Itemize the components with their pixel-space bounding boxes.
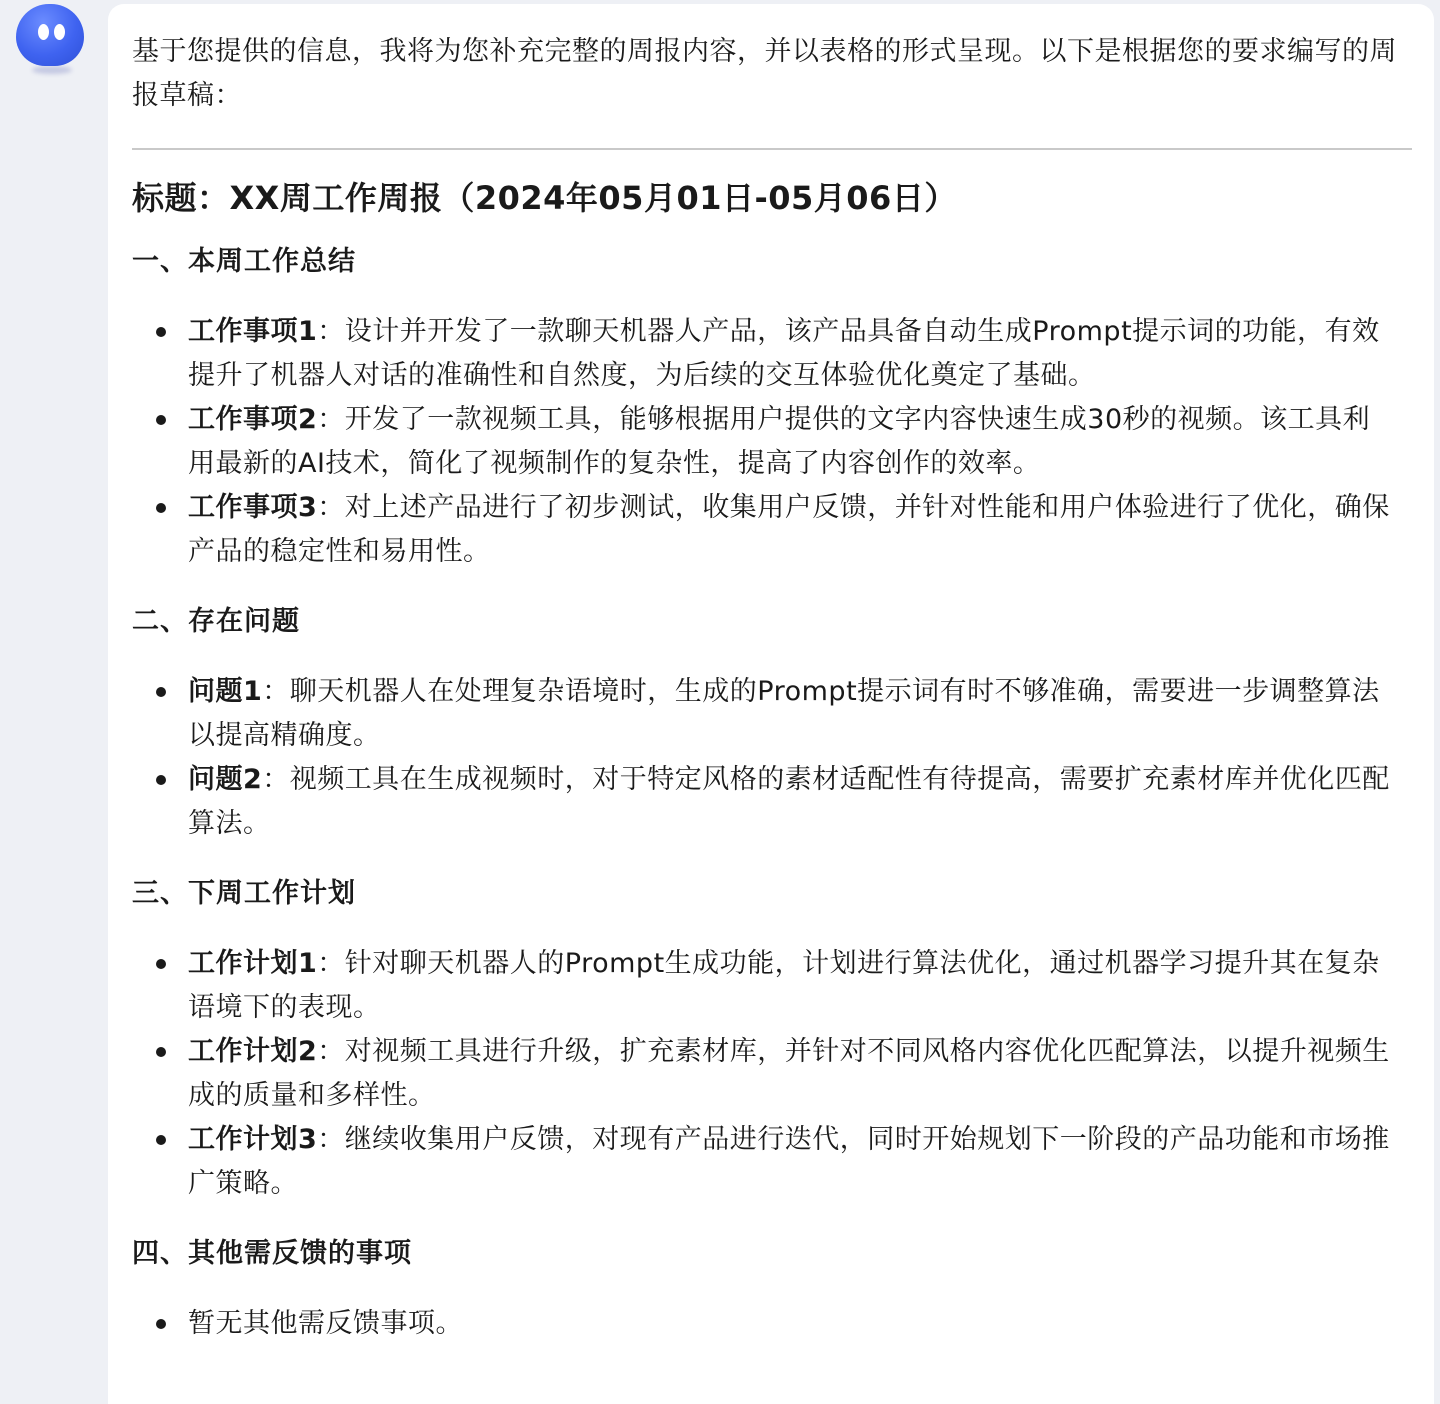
message-content	[132, 4, 1412, 1346]
item-text: 视频工具在生成视频时，对于特定风格的素材适配性有待提高，需要扩充素材库并优化匹配算法。	[188, 764, 1390, 839]
item-label: 工作计划1	[188, 948, 318, 979]
item-label: 问题1	[188, 676, 263, 707]
bullet-icon	[156, 775, 166, 785]
item-text: 针对聊天机器人的Prompt生成功能，计划进行算法优化，通过机器学习提升其在复杂语境下的表现。	[188, 948, 1380, 1023]
item-text: 对上述产品进行了初步测试，收集用户反馈，并针对性能和用户体验进行了优化，确保产品的稳定性和易用性。	[188, 492, 1390, 567]
item-separator: ：	[262, 676, 290, 707]
bullet-icon	[156, 1047, 166, 1057]
item-text: 开发了一款视频工具，能够根据用户提供的文字内容快速生成30秒的视频。该工具利用最新的AI技术，简化了视频制作的复杂性，提高了内容创作的效率。	[188, 404, 1371, 479]
item-text: 设计并开发了一款聊天机器人产品，该产品具备自动生成Prompt提示词的功能，有效提升了机器人对话的准确性和自然度，为后续的交互体验优化奠定了基础。	[188, 316, 1380, 391]
assistant-message-card	[108, 4, 1434, 1404]
item-label: 工作事项2	[188, 404, 318, 435]
list-item	[188, 670, 1412, 758]
robot-eye-right	[54, 24, 65, 40]
bullet-icon	[156, 687, 166, 697]
item-separator: ：	[317, 316, 345, 347]
item-label: 工作事项1	[188, 316, 318, 347]
item-separator: ：	[317, 1036, 345, 1067]
avatar-shadow	[32, 66, 72, 74]
list-item	[188, 398, 1412, 486]
divider	[132, 148, 1412, 150]
item-label: 工作计划3	[188, 1124, 318, 1155]
bullet-icon	[156, 327, 166, 337]
bullet-icon	[156, 959, 166, 969]
bullet-icon	[156, 1135, 166, 1145]
list-item	[188, 1302, 1412, 1346]
item-label: 工作事项3	[188, 492, 318, 523]
item-separator: ：	[317, 1124, 345, 1155]
item-label: 工作计划2	[188, 1036, 318, 1067]
intro-paragraph: 基于您提供的信息，我将为您补充完整的周报内容，并以表格的形式呈现。以下是根据您的要求编写的周报草稿：	[132, 36, 1397, 111]
robot-face-icon	[16, 4, 84, 66]
section-heading-issues: 二、存在问题	[132, 606, 300, 637]
item-text: 对视频工具进行升级，扩充素材库，并针对不同风格内容优化匹配算法，以提升视频生成的质量和多样性。	[188, 1036, 1390, 1111]
bullet-icon	[156, 1319, 166, 1329]
report-title: 标题：XX周工作周报（2024年05月01日-05月06日）	[132, 179, 957, 217]
list-item	[188, 942, 1412, 1030]
other-list	[132, 1302, 1412, 1346]
bullet-icon	[156, 415, 166, 425]
item-separator: ：	[317, 492, 345, 523]
item-label: 问题2	[188, 764, 263, 795]
item-text: 暂无其他需反馈事项。	[188, 1308, 463, 1339]
item-separator: ：	[262, 764, 290, 795]
item-separator: ：	[317, 404, 345, 435]
section-heading-next-week: 三、下周工作计划	[132, 878, 356, 909]
section-heading-summary: 一、本周工作总结	[132, 246, 356, 277]
summary-list	[132, 310, 1412, 574]
list-item	[188, 1030, 1412, 1118]
item-text: 聊天机器人在处理复杂语境时，生成的Prompt提示词有时不够准确，需要进一步调整算法以提高精确度。	[188, 676, 1380, 751]
item-separator: ：	[317, 948, 345, 979]
item-text: 继续收集用户反馈，对现有产品进行迭代，同时开始规划下一阶段的产品功能和市场推广策略。	[188, 1124, 1390, 1199]
list-item	[188, 1118, 1412, 1206]
assistant-avatar	[16, 4, 86, 78]
plan-list	[132, 942, 1412, 1206]
section-heading-other: 四、其他需反馈的事项	[132, 1238, 412, 1269]
issues-list	[132, 670, 1412, 846]
list-item	[188, 758, 1412, 846]
list-item	[188, 310, 1412, 398]
robot-eye-left	[38, 24, 49, 40]
bullet-icon	[156, 503, 166, 513]
list-item	[188, 486, 1412, 574]
